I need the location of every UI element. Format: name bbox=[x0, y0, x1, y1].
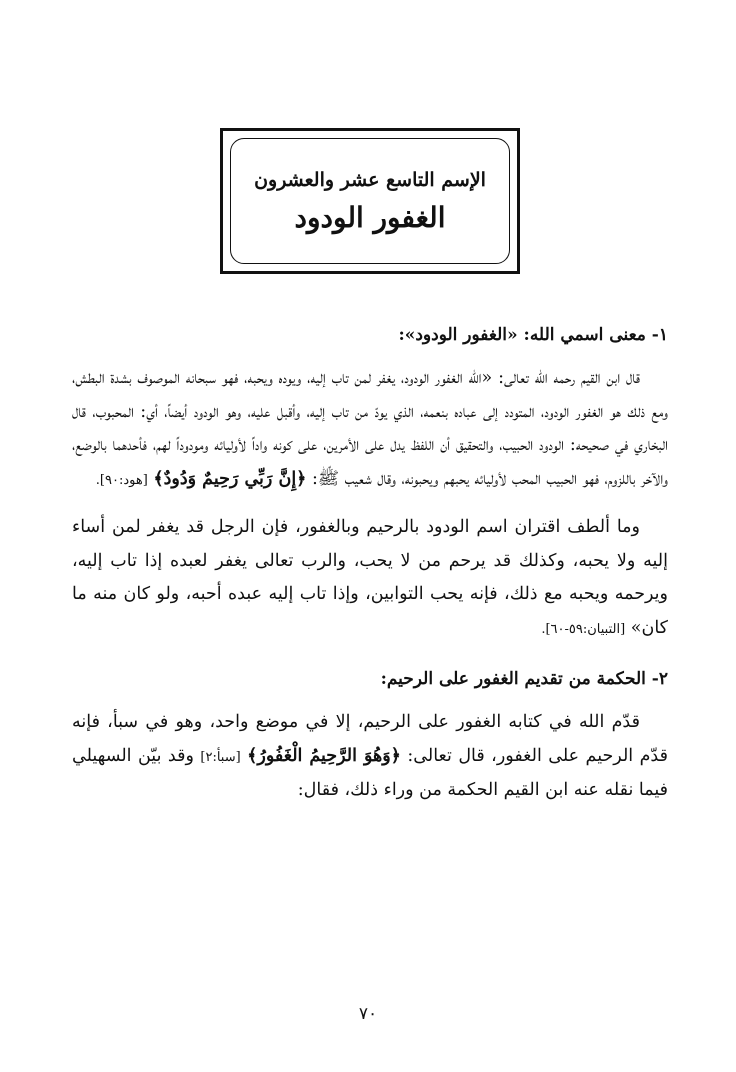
quran-verse: ﴿إِنَّ رَبِّي رَحِيمٌ وَدُودٌ﴾ bbox=[153, 468, 307, 489]
paragraph-text: قدّم الله في كتابه الغفور على الرحيم، إلا في موضع واحد، وهو في سبأ، فإنه قدّم الرحيم على الغفور، قال تعالى: bbox=[72, 712, 668, 766]
verse-reference: [سبأ:٢] bbox=[200, 749, 241, 765]
title-frame-inner bbox=[230, 138, 510, 264]
section-1-paragraph-2 bbox=[72, 511, 668, 646]
section-1-paragraph-1 bbox=[72, 362, 668, 497]
section-2-paragraph-1 bbox=[72, 706, 668, 808]
chapter-subtitle: الإسم التاسع عشر والعشرون bbox=[254, 168, 486, 191]
verse-reference: [هود:٩٠]. bbox=[95, 472, 148, 488]
paragraph-text-continued: وقد بيّن السهيلي فيما نقله عنه ابن القيم الحكمة من وراء ذلك، فقال: bbox=[72, 745, 668, 800]
title-frame bbox=[220, 128, 520, 274]
section-2-heading: ٢- الحكمة من تقديم الغفور على الرحيم: bbox=[380, 669, 668, 689]
source-reference: [التبيان:٥٩-٦٠]. bbox=[541, 621, 626, 637]
section-1-heading: ١- معنى اسمي الله: «الغفور الودود»: bbox=[398, 325, 668, 345]
body-text bbox=[72, 318, 668, 808]
quran-verse: ﴿وَهُوَ الرَّحِيمُ الْغَفُورُ﴾ bbox=[247, 745, 401, 766]
paragraph-text: قال ابن القيم رحمه الله تعالى: «الله الغفور الودود، يغفر لمن تاب إليه، ويوده ويحبه، فهو سبحانه الموصوف بشدة البطش، ومع ذلك هو الغفور الودود، المتودد إلى عباده بنعمه، الذي يودّ من تاب إليه، وأقبل عليه، وهو الودود أيضاً، أي: المحبوب، قال البخاري في صحيحه: الودود الحبيب، والتحقيق أن اللفظ يدل على الأمرين، على كونه واداً لأوليائه ومودوداً لهم، فأحدهما بالوضع، والآخر باللزوم، فهو الحبيب المحب لأوليائه يحبهم ويحبونه، وقال شعيب ﷺ: bbox=[72, 368, 668, 489]
page-number: ٧٠ bbox=[358, 1004, 378, 1024]
paragraph-text: وما ألطف اقتران اسم الودود بالرحيم وبالغفور، فإن الرجل قد يغفر لمن أساء إليه ولا يحبه، وكذلك قد يرحم من لا يحب، والرب تعالى يغفر لعبده إذا تاب إليه، ويرحمه ويحبه مع ذلك، فإنه يحب التوابين، وإذا تاب إليه عبده أحبه، ولو كان منه ما كان» bbox=[72, 517, 668, 638]
chapter-title: الغفور الودود bbox=[294, 200, 446, 234]
